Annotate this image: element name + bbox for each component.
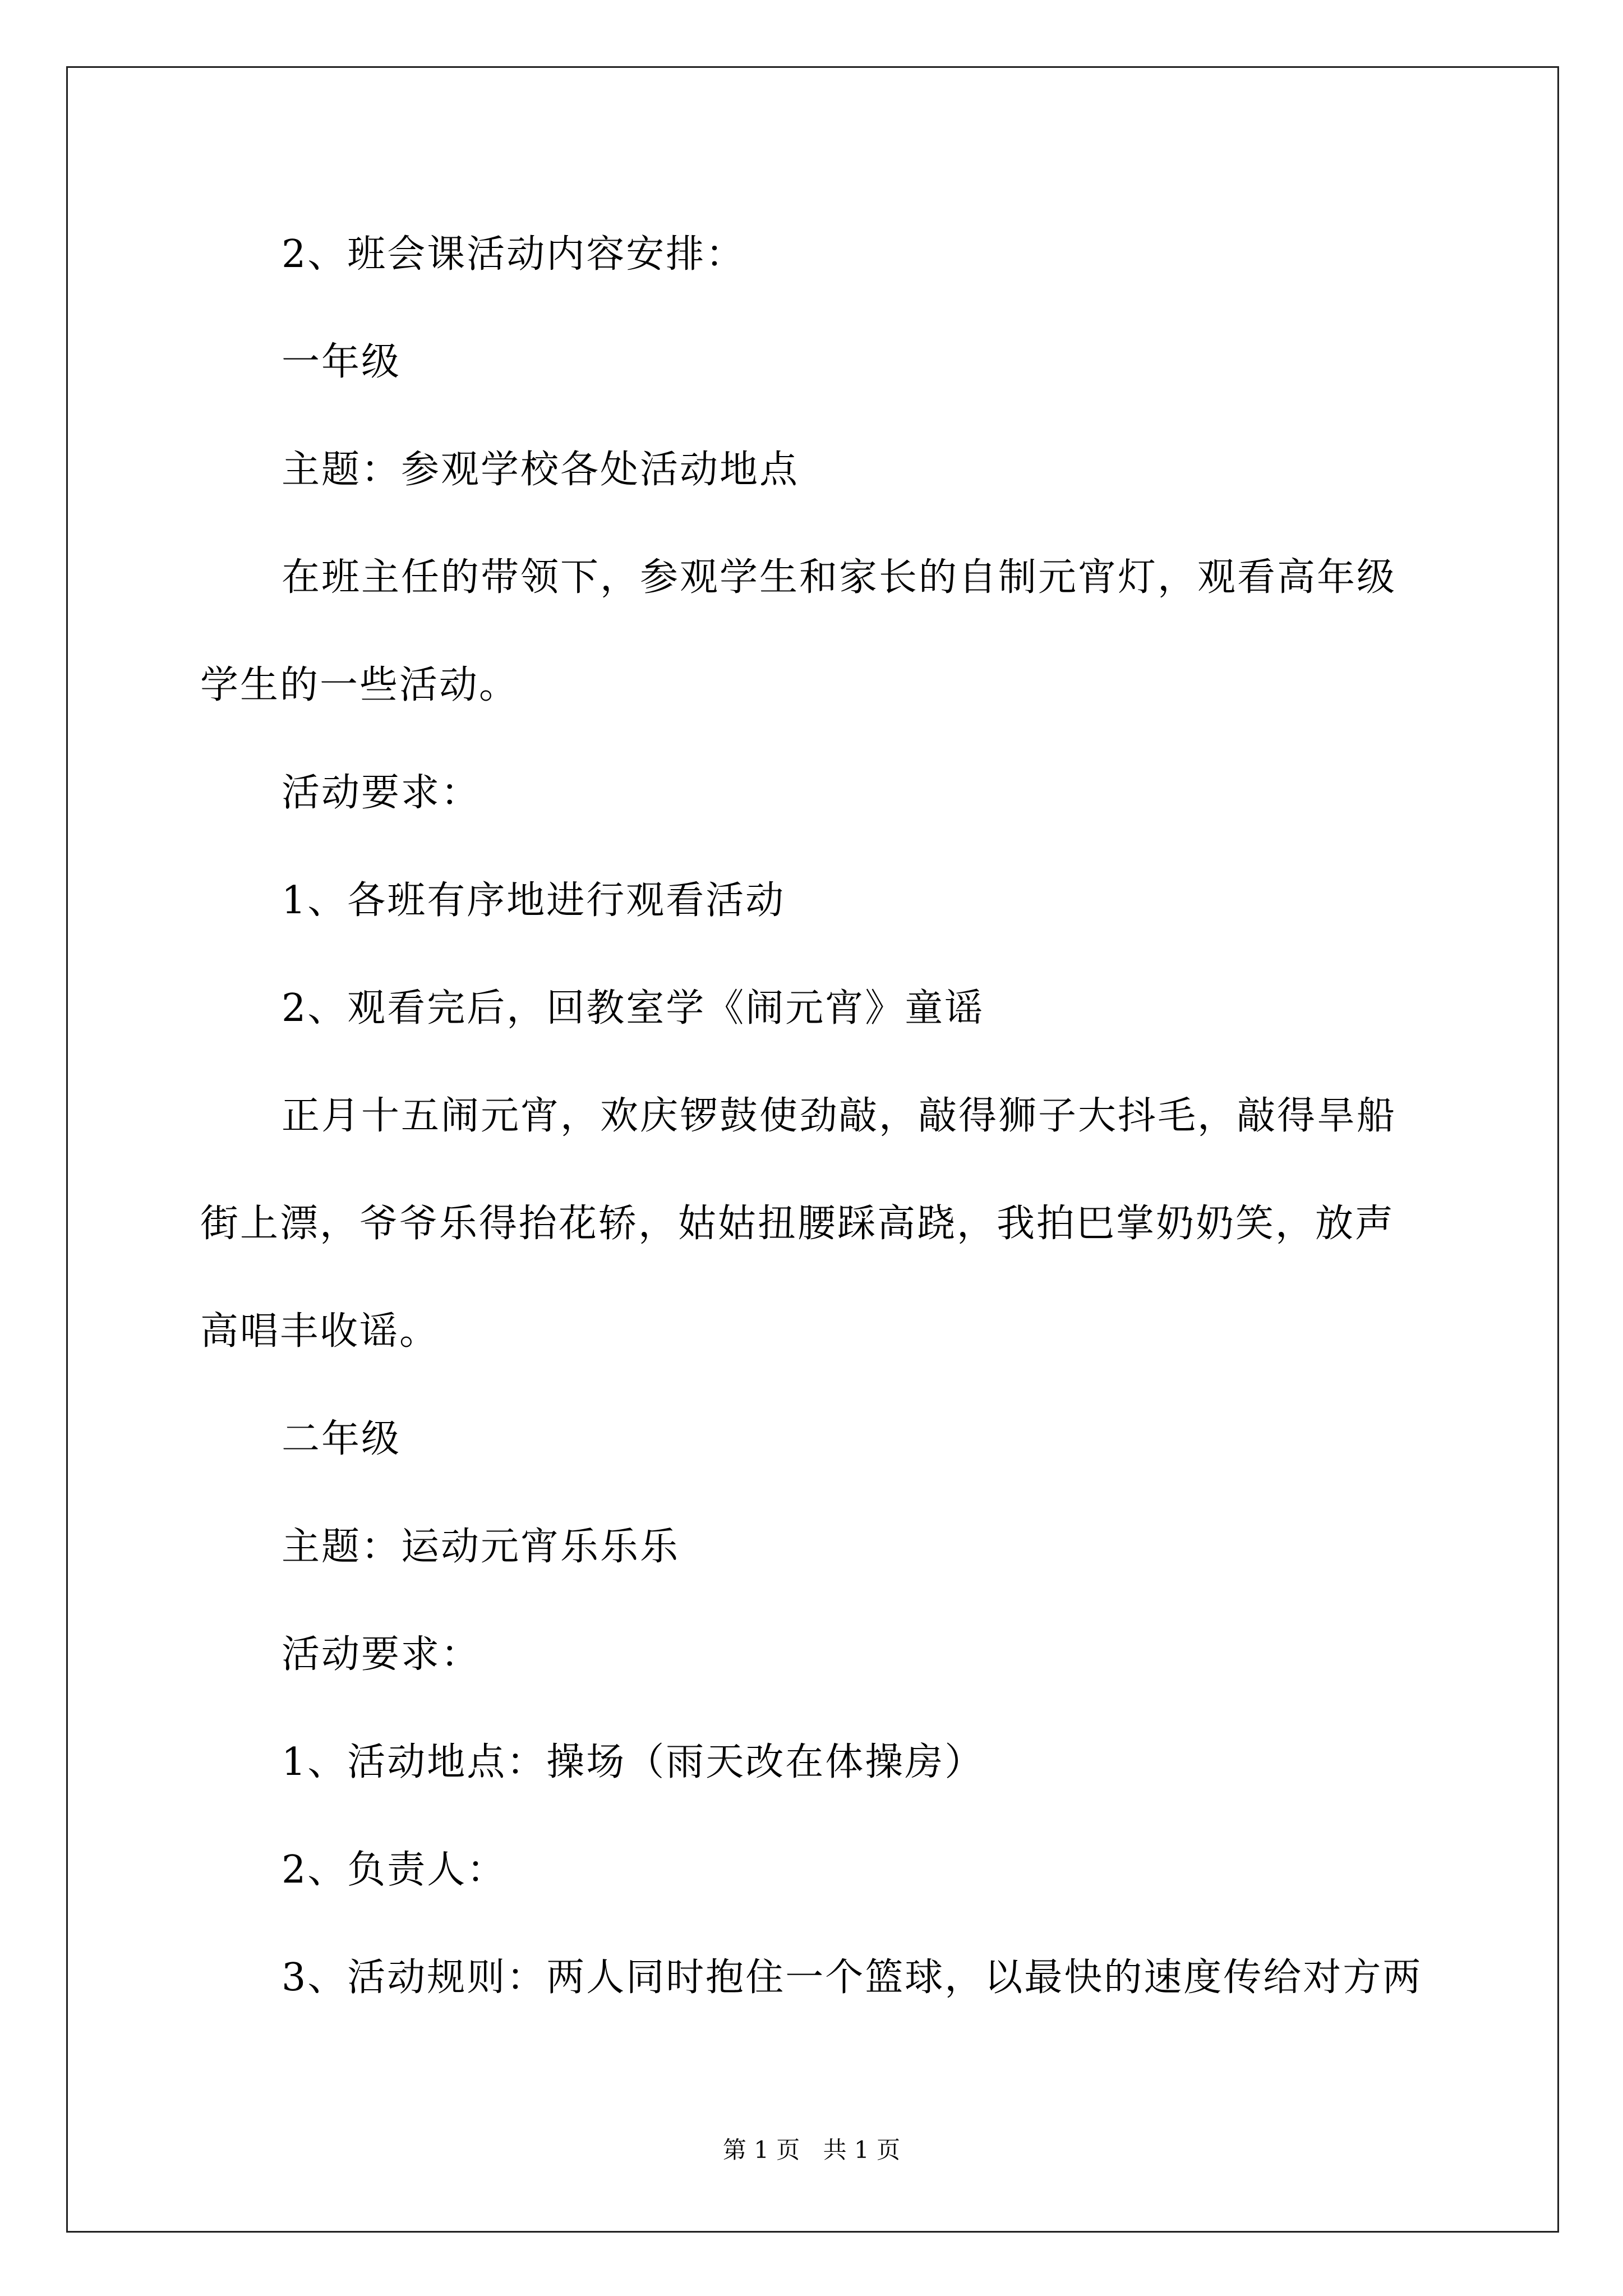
page-border — [66, 66, 1559, 2233]
text-line: 1、各班有序地进行观看活动 — [282, 878, 786, 923]
text-line: 2、班会课活动内容安排： — [282, 232, 746, 277]
text-line: 在班主任的带领下，参观学生和家长的自制元宵灯，观看高年级 — [282, 555, 1397, 600]
text-line: 3、活动规则：两人同时抱住一个篮球，以最快的速度传给对方两 — [282, 1955, 1423, 2000]
page-number-total: 共 1 页 — [823, 2136, 901, 2164]
text-line: 2、负责人： — [282, 1848, 507, 1892]
page-footer — [0, 2132, 1623, 2165]
text-line: 活动要求： — [282, 771, 481, 815]
text-line: 2、观看完后，回教室学《闹元宵》童谣 — [282, 986, 985, 1030]
page-number-current: 第 1 页 — [722, 2136, 800, 2164]
text-line: 学生的一些活动。 — [200, 663, 519, 707]
text-line: 二年级 — [282, 1417, 402, 1461]
text-line: 主题：参观学校各处活动地点 — [282, 448, 800, 492]
text-line: 高唱丰收谣。 — [200, 1309, 440, 1354]
text-line: 活动要求： — [282, 1632, 481, 1677]
text-line: 街上漂，爷爷乐得抬花轿，姑姑扭腰踩高跷，我拍巴掌奶奶笑，放声 — [200, 1202, 1395, 1246]
text-line: 正月十五闹元宵，欢庆锣鼓使劲敲，敲得狮子大抖毛，敲得旱船 — [282, 1094, 1397, 1138]
text-line: 一年级 — [282, 340, 402, 384]
text-line: 1、活动地点：操场（雨天改在体操房） — [282, 1740, 985, 1784]
text-line: 主题：运动元宵乐乐乐 — [282, 1525, 680, 1569]
